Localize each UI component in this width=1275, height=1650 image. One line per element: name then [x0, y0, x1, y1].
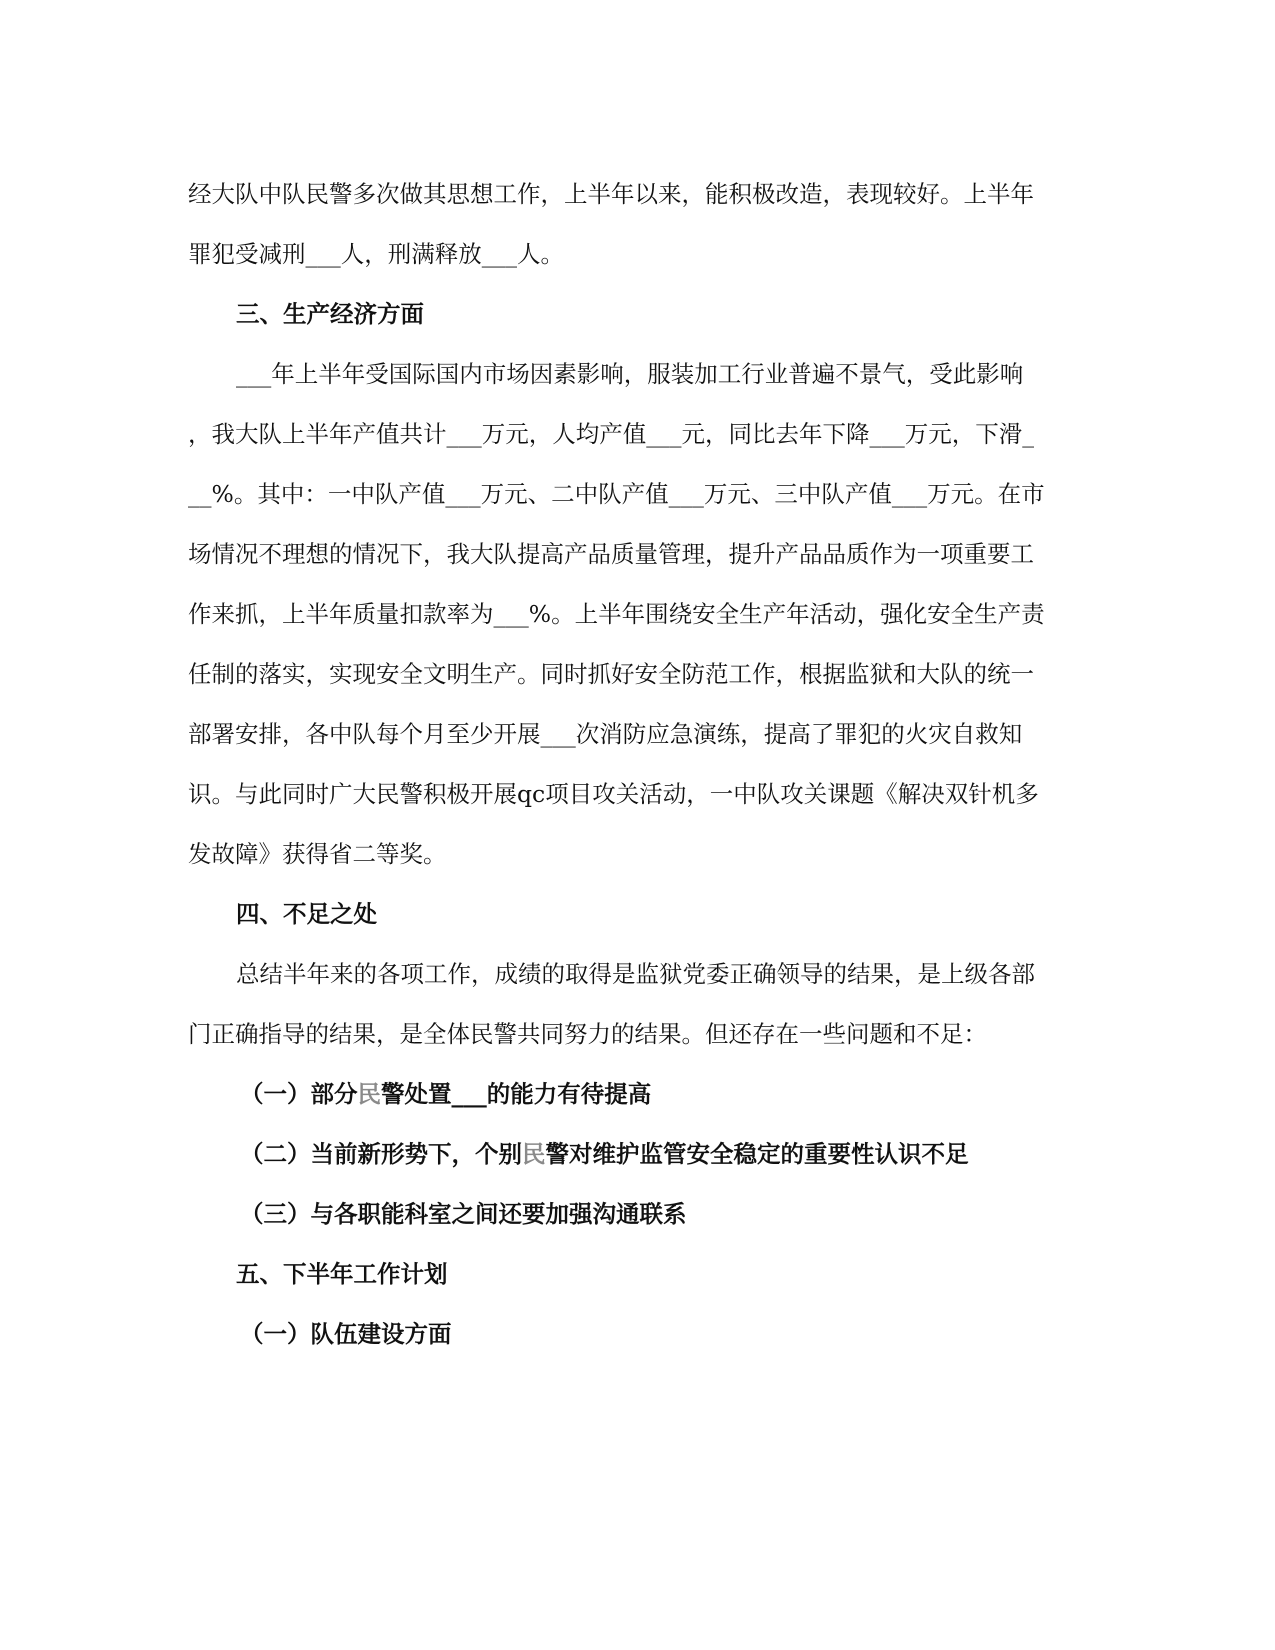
subheading-team-building: （一）队伍建设方面 — [240, 1320, 452, 1348]
paragraph-line: __%。其中：一中队产值___万元、二中队产值___万元、三中队产值___万元。在市 — [188, 480, 1045, 508]
subheading-text-gray: 民 — [522, 1140, 546, 1168]
paragraph-line: 门正确指导的结果，是全体民警共同努力的结果。但还存在一些问题和不足： — [188, 1020, 987, 1048]
subheading-text-gray: 民 — [357, 1080, 381, 1108]
paragraph-line: 发故障》获得省二等奖。 — [188, 840, 447, 868]
subheading-shortcoming-3: （三）与各职能科室之间还要加强沟通联系 — [240, 1200, 687, 1228]
paragraph-line: 部署安排，各中队每个月至少开展___次消防应急演练，提高了罪犯的火灾自救知 — [188, 720, 1023, 748]
subheading-text: （一）部分 — [240, 1080, 358, 1108]
paragraph-line: 作来抓，上半年质量扣款率为___%。上半年围绕安全生产年活动，强化安全生产责 — [188, 600, 1045, 628]
paragraph-line: ___年上半年受国际国内市场因素影响，服装加工行业普遍不景气，受此影响 — [236, 360, 1024, 388]
subheading-shortcoming-1 — [188, 1064, 1088, 1124]
subheading-shortcoming-2 — [188, 1124, 1088, 1184]
subheading-text: 警对维护监管安全稳定的重要性认识不足 — [545, 1140, 969, 1168]
subheading-text: （二）当前新形势下，个别 — [240, 1140, 522, 1168]
document-body — [188, 164, 1088, 1364]
section-heading-shortcomings: 四、不足之处 — [236, 900, 377, 928]
paragraph-line: 场情况不理想的情况下，我大队提高产品质量管理，提升产品品质作为一项重要工 — [188, 540, 1034, 568]
paragraph-line: 任制的落实，实现安全文明生产。同时抓好安全防范工作，根据监狱和大队的统一 — [188, 660, 1034, 688]
paragraph-line: 总结半年来的各项工作，成绩的取得是监狱党委正确领导的结果，是上级各部 — [236, 960, 1035, 988]
section-heading-production: 三、生产经济方面 — [236, 300, 424, 328]
paragraph-line: 经大队中队民警多次做其思想工作，上半年以来，能积极改造，表现较好。上半年 — [188, 180, 1034, 208]
paragraph-line: ，我大队上半年产值共计___万元，人均产值___元，同比去年下降___万元，下滑_ — [188, 420, 1034, 448]
paragraph-line: 识。与此同时广大民警积极开展qc项目攻关活动，一中队攻关课题《解决双针机多 — [188, 780, 1039, 808]
section-heading-plan: 五、下半年工作计划 — [236, 1260, 448, 1288]
subheading-text: 警处置___的能力有待提高 — [381, 1080, 652, 1108]
paragraph-line: 罪犯受减刑___人，刑满释放___人。 — [188, 240, 564, 268]
